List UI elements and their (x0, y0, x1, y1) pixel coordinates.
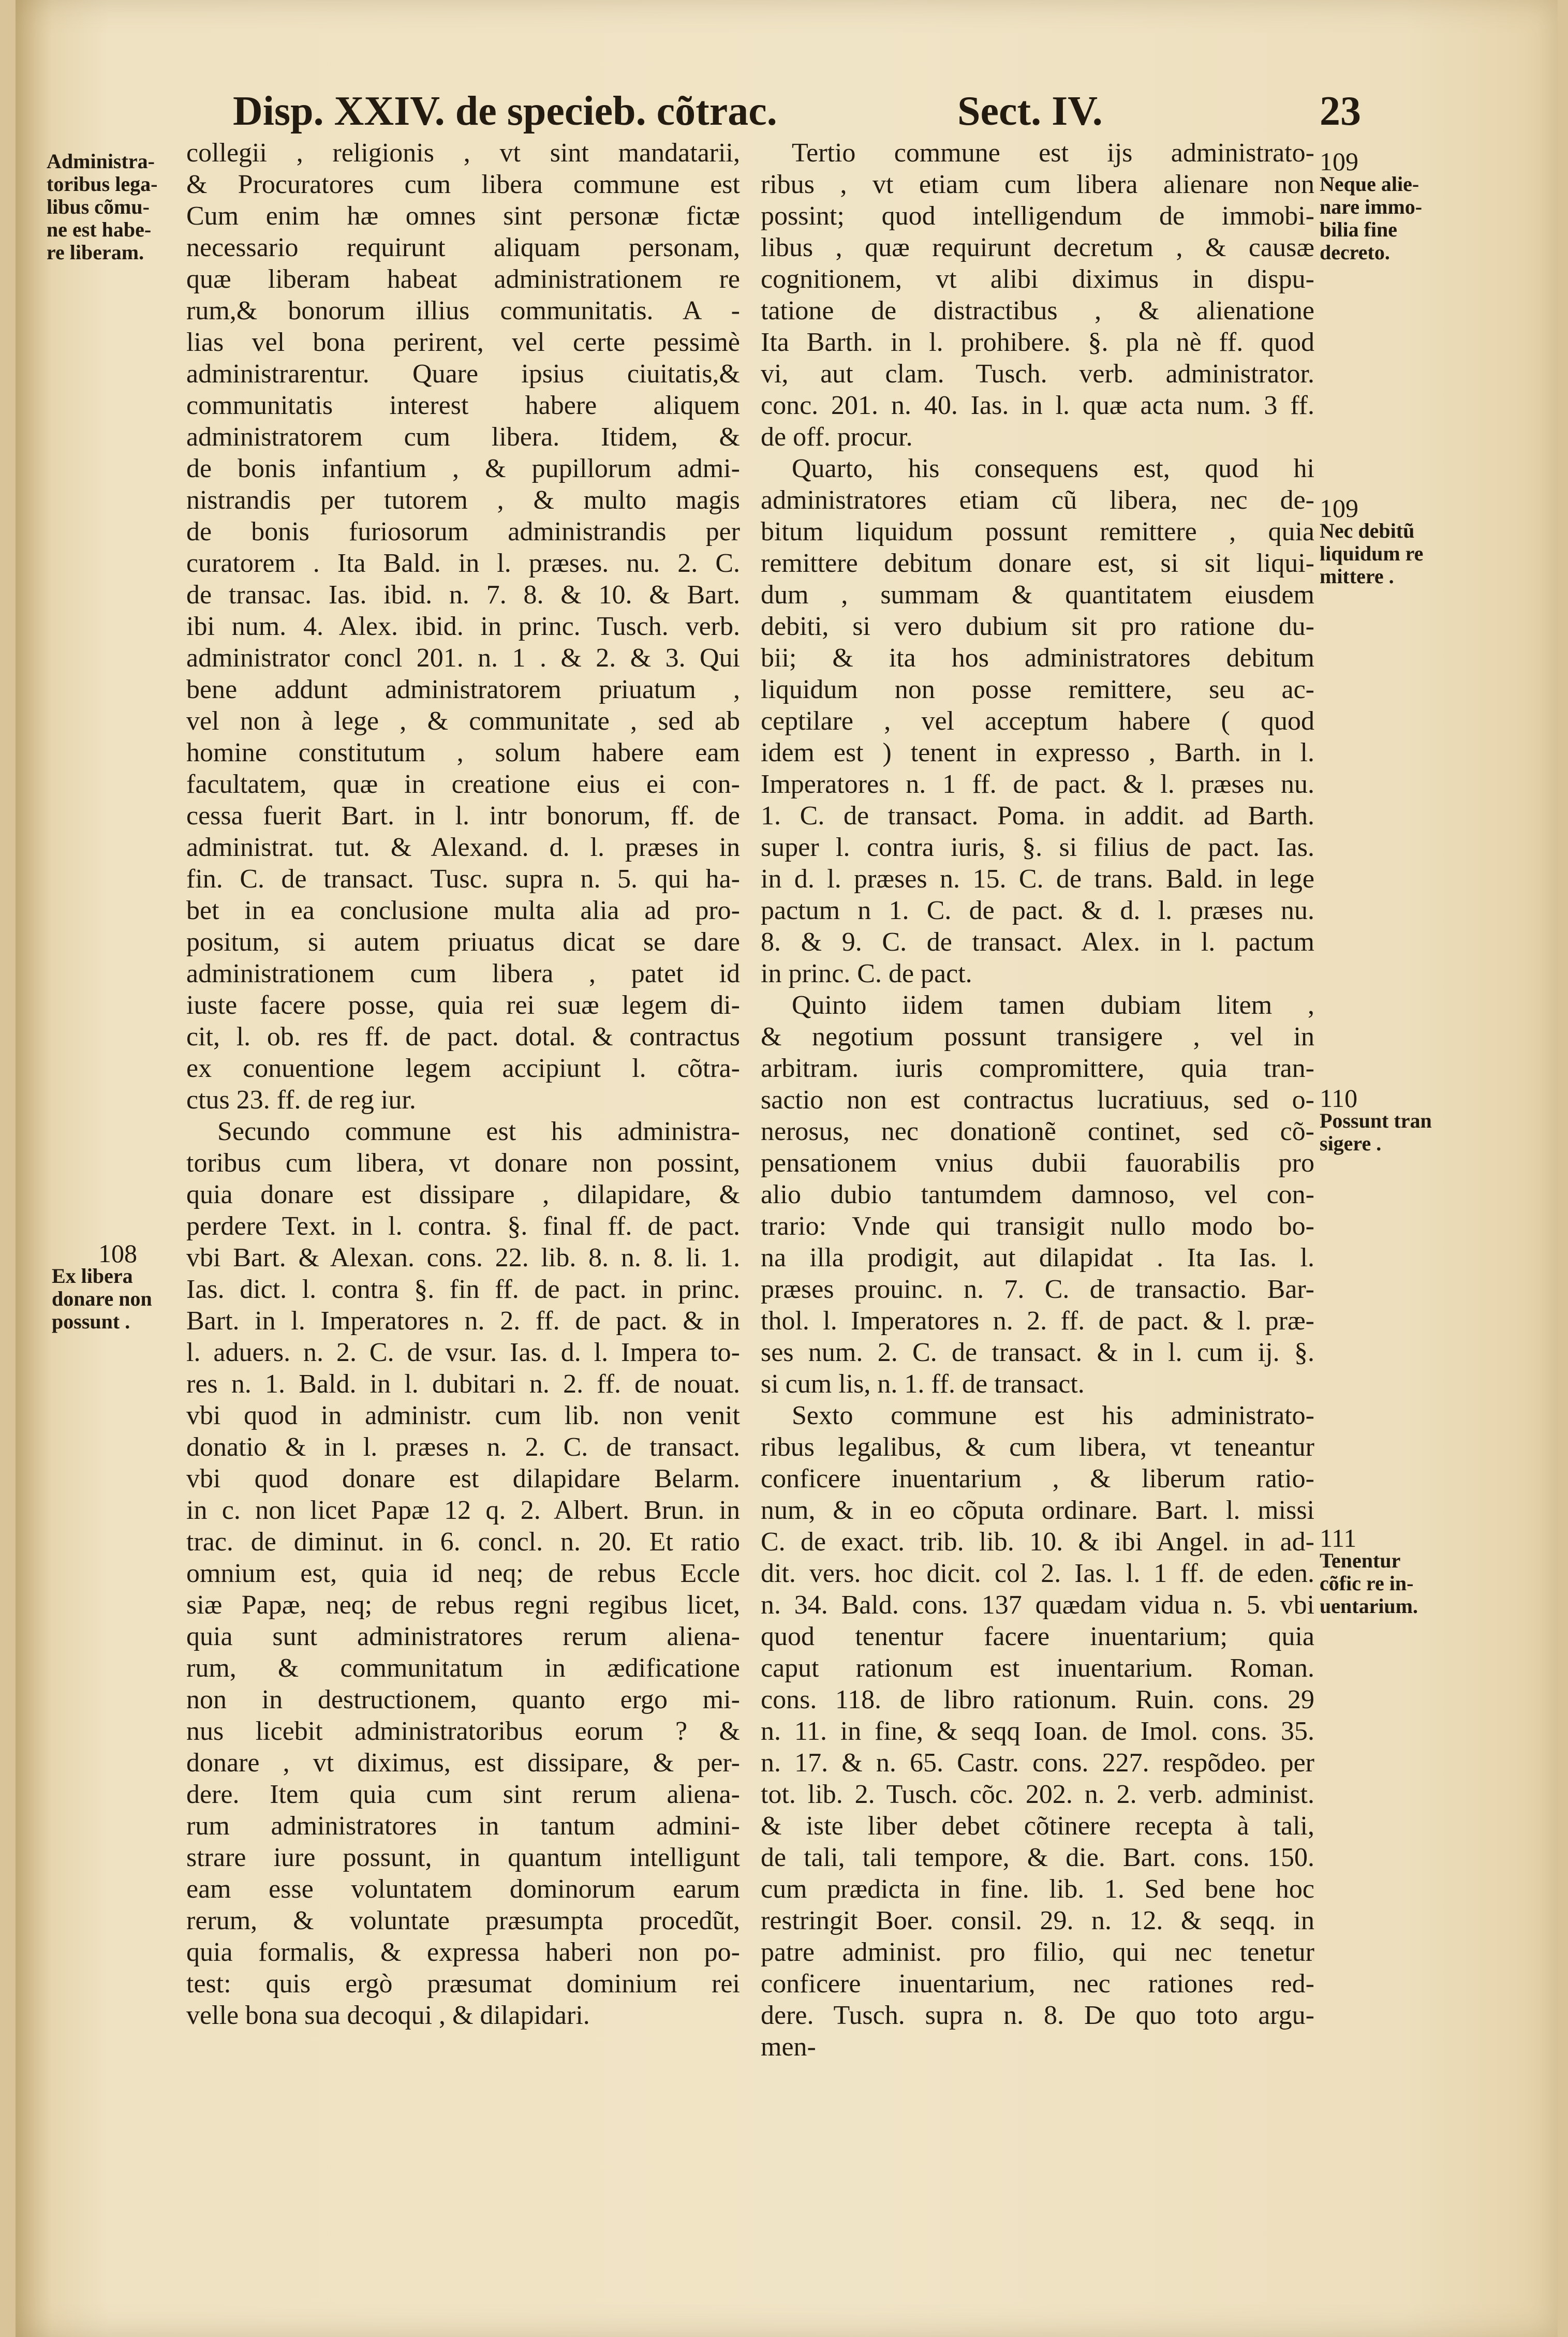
margin-note-number: 108 (98, 1239, 137, 1268)
text-line: cognitionem, vt alibi diximus in dispu- (761, 264, 1314, 294)
text-line: patre administ. pro filio, qui nec tenetur (761, 1937, 1314, 1967)
text-line: Ita Barth. in l. prohibere. §. pla nè ff. quod (761, 328, 1314, 357)
text-line: siæ Papæ, neq; de rebus regni regibus licet, (186, 1590, 740, 1620)
text-line: de off. procur. (761, 422, 913, 452)
text-line: præses prouinc. n. 7. C. de transactio. Bar- (761, 1275, 1314, 1304)
margin-note-109b (1320, 494, 1459, 588)
text-line: ctus 23. ff. de reg iur. (186, 1085, 416, 1115)
text-line: perdere Text. in l. contra. §. final ff. de pact. (186, 1211, 740, 1241)
text-line: pactum n 1. C. de pact. & d. l. præses nu. (761, 896, 1314, 925)
text-line: conc. 201. n. 40. Ias. in l. quæ acta num. 3 ff. (761, 391, 1314, 420)
margin-note-number: 109 (1320, 494, 1358, 523)
running-head (233, 88, 1361, 145)
text-line: bii; & ita hos administratores debitum (761, 643, 1314, 673)
text-line: bet in ea conclusione multa alia ad pro- (186, 896, 740, 925)
text-line: sactio non est contractus lucratiuus, sed o- (761, 1085, 1314, 1115)
text-line: vbi quod donare est dilapidare Belarm. (186, 1464, 740, 1493)
text-line: Imperatores n. 1 ff. de pact. & l. præses nu. (761, 770, 1314, 799)
text-line: cit, l. ob. res ff. de pact. dotal. & contractus (186, 1022, 740, 1052)
text-line: quod tenentur facere inuentarium; quia (761, 1622, 1314, 1651)
right-text-column (761, 137, 1314, 2063)
text-line: super l. contra iuris, §. si filius de pact. Ias. (761, 833, 1314, 862)
text-line: liquidum non posse remittere, seu ac- (761, 675, 1314, 704)
text-line: tot. lib. 2. Tusch. cõc. 202. n. 2. verb. administ. (761, 1780, 1314, 1809)
text-line: bene addunt administratorem priuatum , (186, 675, 740, 704)
text-line: de tali, tali tempore, & die. Bart. cons. 150. (761, 1843, 1314, 1872)
text-line: si cum lis, n. 1. ff. de transact. (761, 1369, 1085, 1399)
text-line: Secundo commune est his administra- (217, 1117, 740, 1146)
text-line: ses num. 2. C. de transact. & in l. cum ij. §. (761, 1338, 1314, 1367)
text-line: administrat. tut. & Alexand. d. l. præses in (186, 833, 740, 862)
margin-note-number: 110 (1320, 1084, 1358, 1113)
text-line: iuste facere posse, quia rei suæ legem di- (186, 990, 740, 1020)
text-line: quia formalis, & expressa haberi non po- (186, 1937, 740, 1967)
text-line: dum , summam & quantitatem eiusdem (761, 580, 1314, 610)
text-line: arbitram. iuris compromittere, quia tran- (761, 1054, 1314, 1083)
text-line: dere. Tusch. supra n. 8. De quo toto argu- (761, 2001, 1314, 2030)
text-line: administratorem cum libera. Itidem, & (186, 422, 740, 452)
text-line: cum prædicta in fine. lib. 1. Sed bene hoc (761, 1874, 1314, 1904)
text-line: caput rationum est inuentarium. Roman. (761, 1653, 1314, 1683)
text-line: remittere debitum donare est, si sit liqui- (761, 549, 1314, 578)
text-line: cons. 118. de libro rationum. Ruin. cons. 29 (761, 1685, 1314, 1714)
text-line: communitatis interest habere aliquem (186, 391, 740, 420)
text-line: omnium est, quia id neq; de rebus Eccle (186, 1559, 740, 1588)
text-line: & iste liber debet cõtinere recepta à tali, (761, 1811, 1314, 1841)
text-line: trac. de diminut. in 6. concl. n. 20. Et ratio (186, 1527, 740, 1557)
margin-note-108 (52, 1239, 176, 1333)
text-line: quia donare est dissipare , dilapidare, & (186, 1180, 740, 1209)
text-line: lias vel bona perirent, vel certe pessimè (186, 328, 740, 357)
margin-note-110 (1320, 1084, 1459, 1155)
text-line: 1. C. de transact. Poma. in addit. ad Barth. (761, 801, 1314, 831)
text-line: homine constitutum , solum habere eam (186, 738, 740, 767)
text-line: in c. non licet Papæ 12 q. 2. Albert. Brun. in (186, 1496, 740, 1525)
text-line: l. aduers. n. 2. C. de vsur. Ias. d. l. Impera to- (186, 1338, 740, 1367)
text-line: libus , quæ requirunt decretum , & causæ (761, 233, 1314, 262)
text-line: alio dubio tantumdem damnoso, vel con- (761, 1180, 1314, 1209)
text-line: test: quis ergò præsumat dominium rei (186, 1969, 740, 1999)
text-line: donare , vt diximus, est dissipare, & per- (186, 1748, 740, 1778)
text-line: idem est ) tenent in expresso , Barth. in l. (761, 738, 1314, 767)
text-line: strare iure possunt, in quantum intelligunt (186, 1843, 740, 1872)
left-text-column (186, 137, 740, 2031)
text-line: conficere inuentarium , & liberum ratio- (761, 1464, 1314, 1493)
text-line: in d. l. præses n. 15. C. de trans. Bald. in lege (761, 864, 1314, 894)
text-line: ribus , vt etiam cum libera alienare non (761, 170, 1314, 199)
text-line: Sexto commune est his administrato- (792, 1401, 1314, 1430)
text-line: facultatem, quæ in creatione eius ei con- (186, 770, 740, 799)
text-line: administrator concl 201. n. 1 . & 2. & 3. Qui (186, 643, 740, 673)
text-line: curatorem . Ita Bald. in l. præses. nu. 2. C. (186, 549, 740, 578)
text-line: rum,& bonorum illius communitatis. A - (186, 296, 740, 326)
text-line: nerosus, nec donationẽ continet, sed cõ- (761, 1117, 1314, 1146)
text-line: dere. Item quia cum sint rerum aliena- (186, 1780, 740, 1809)
margin-note-number: 109 (1320, 147, 1358, 176)
text-line: vbi Bart. & Alexan. cons. 22. lib. 8. n. 8. li. 1. (186, 1243, 740, 1273)
text-line: toribus cum libera, vt donare non possint, (186, 1148, 740, 1178)
margin-note-text: Administra- toribus lega- libus cõmu- ne est habe- re liberam. (47, 150, 158, 264)
text-line: fin. C. de transact. Tusc. supra n. 5. qui ha- (186, 864, 740, 894)
margin-note-text: Neque alie- nare immo- bilia fine decreto. (1320, 172, 1423, 264)
text-line: rerum, & voluntate præsumpta procedũt, (186, 1906, 740, 1935)
text-line: thol. l. Imperatores n. 2. ff. de pact. & l. præ- (761, 1306, 1314, 1336)
text-line: nistrandis per tutorem , & multo magis (186, 485, 740, 515)
text-line: in princ. C. de pact. (761, 959, 972, 988)
text-line: conficere inuentarium, nec rationes red- (761, 1969, 1314, 1999)
margin-note-text: Nec debitũ liquidum re mittere . (1320, 519, 1424, 588)
text-line: n. 34. Bald. cons. 137 quædam vidua n. 5. vbi (761, 1590, 1314, 1620)
text-line: 8. & 9. C. de transact. Alex. in l. pactum (761, 927, 1314, 957)
text-line: trario: Vnde qui transigit nullo modo bo- (761, 1211, 1314, 1241)
text-line: n. 17. & n. 65. Castr. cons. 227. respõdeo. per (761, 1748, 1314, 1778)
text-line: debiti, si vero dubium sit pro ratione du- (761, 612, 1314, 641)
margin-note-text: Tenentur cõfic re in- uentarium. (1320, 1549, 1418, 1618)
text-line: positum, si autem priuatus dicat se dare (186, 927, 740, 957)
text-line: de transac. Ias. ibid. n. 7. 8. & 10. & Bart. (186, 580, 740, 610)
text-line: collegii , religionis , vt sint mandatarii, (186, 138, 740, 168)
text-line: de bonis infantium , & pupillorum admi- (186, 454, 740, 483)
text-line: quia sunt administratores rerum aliena- (186, 1622, 740, 1651)
section-label: Sect. IV. (957, 88, 1103, 134)
margin-note-text: Possunt tran sigere . (1320, 1109, 1432, 1155)
text-line: pensationem vnius dubii fauorabilis pro (761, 1148, 1314, 1178)
text-line: tatione de distractibus , & alienatione (761, 296, 1314, 326)
text-line: res n. 1. Bald. in l. dubitari n. 2. ff. de nouat. (186, 1369, 740, 1399)
margin-note-text: Ex libera donare non possunt . (52, 1264, 152, 1333)
text-line: eam esse voluntatem dominorum earum (186, 1874, 740, 1904)
text-line: Ias. dict. l. contra §. fin ff. de pact. in princ. (186, 1275, 740, 1304)
text-line: administrationem cum libera , patet id (186, 959, 740, 988)
book-page (16, 0, 1558, 2337)
text-line: restringit Boer. consil. 29. n. 12. & seqq. in (761, 1906, 1314, 1935)
text-line: dit. vers. hoc dicit. col 2. Ias. l. 1 ff. de eden. (761, 1559, 1314, 1588)
text-line: & Procuratores cum libera commune est (186, 170, 740, 199)
text-line: na illa prodigit, aut dilapidat . Ita Ias. l. (761, 1243, 1314, 1273)
text-line: possint; quod intelligendum de immobi- (761, 201, 1314, 231)
text-line: Quinto iidem tamen dubiam litem , (792, 990, 1314, 1020)
text-line: Quarto, his consequens est, quod hi (792, 454, 1314, 483)
text-line: administrarentur. Quare ipsius ciuitatis,& (186, 359, 740, 389)
text-line: Cum enim hæ omnes sint personæ fictæ (186, 201, 740, 231)
margin-note-number: 111 (1320, 1524, 1357, 1552)
margin-note-111 (1320, 1524, 1459, 1618)
text-line: ceptilare , vel acceptum habere ( quod (761, 706, 1314, 736)
margin-note-administratoribus (47, 150, 176, 264)
text-line: bitum liquidum possunt remittere , quia (761, 517, 1314, 546)
text-line: Tertio commune est ijs administrato- (792, 138, 1314, 168)
text-line: nus licebit administratoribus eorum ? & (186, 1717, 740, 1746)
text-line: num, & in eo cõputa ordinare. Bart. l. missi (761, 1496, 1314, 1525)
text-line: Bart. in l. Imperatores n. 2. ff. de pact. & in (186, 1306, 740, 1336)
text-line: non in destructionem, quanto ergo mi- (186, 1685, 740, 1714)
text-line: necessario requirunt aliquam personam, (186, 233, 740, 262)
text-line: men- (761, 2032, 816, 2062)
text-line: cessa fuerit Bart. in l. intr bonorum, ff. de (186, 801, 740, 831)
text-line: donatio & in l. præses n. 2. C. de transact. (186, 1432, 740, 1462)
text-line: quæ liberam habeat administrationem re (186, 264, 740, 294)
text-line: & negotium possunt transigere , vel in (761, 1022, 1314, 1052)
text-line: ibi num. 4. Alex. ibid. in princ. Tusch. verb. (186, 612, 740, 641)
text-line: n. 11. in fine, & seqq Ioan. de Imol. cons. 35. (761, 1717, 1314, 1746)
page-number: 23 (1320, 88, 1361, 134)
text-line: ribus legalibus, & cum libera, vt teneantur (761, 1432, 1314, 1462)
text-line: vi, aut clam. Tusch. verb. administrator. (761, 359, 1314, 389)
text-line: administratores etiam cũ libera, nec de- (761, 485, 1314, 515)
text-line: ex conuentione legem accipiunt l. cõtra- (186, 1054, 740, 1083)
margin-note-109a (1320, 147, 1459, 264)
text-line: velle bona sua decoqui , & dilapidari. (186, 2001, 590, 2030)
running-title: Disp. XXIV. de specieb. cõtrac. (233, 88, 777, 134)
text-line: C. de exact. trib. lib. 10. & ibi Angel. in ad- (761, 1527, 1314, 1557)
text-line: de bonis furiosorum administrandis per (186, 517, 740, 546)
text-line: vel non à lege , & communitate , sed ab (186, 706, 740, 736)
text-line: rum, & communitatum in ædificatione (186, 1653, 740, 1683)
text-line: vbi quod in administr. cum lib. non venit (186, 1401, 740, 1430)
text-line: rum administratores in tantum admini- (186, 1811, 740, 1841)
